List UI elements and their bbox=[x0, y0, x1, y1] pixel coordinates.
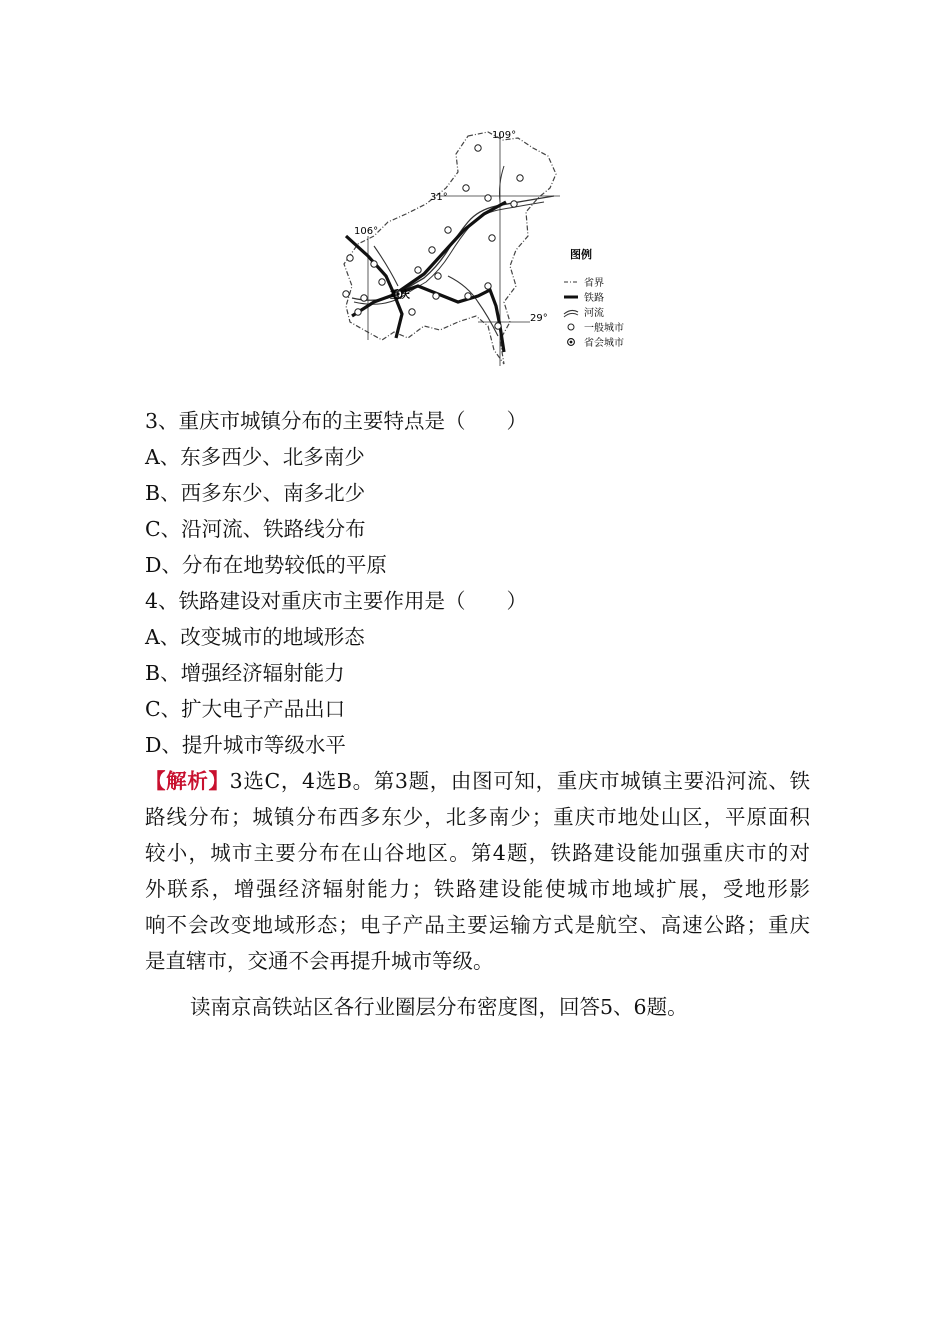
map-svg bbox=[328, 126, 633, 371]
city-marker bbox=[489, 235, 495, 241]
city-marker bbox=[347, 255, 353, 261]
analysis-line-1 bbox=[145, 763, 810, 799]
city-marker bbox=[485, 195, 491, 201]
next-intro: 读南京高铁站区各行业圈层分布密度图，回答5、6题。 bbox=[190, 995, 688, 1019]
city-marker bbox=[485, 283, 491, 289]
analysis-line-1-text: 3选C，4选B。第3题，由图可知，重庆市城镇主要沿河流、铁 bbox=[229, 769, 810, 793]
analysis-line-4: 外联系，增强经济辐射能力；铁路建设能使城市地域扩展，受地形影 bbox=[145, 877, 810, 901]
city-marker bbox=[445, 227, 451, 233]
river-yangtze-b bbox=[354, 202, 544, 304]
city-marker bbox=[475, 145, 481, 151]
city-marker bbox=[465, 293, 471, 299]
analysis-label: 【解析】 bbox=[145, 769, 230, 793]
city-marker bbox=[517, 175, 523, 181]
legend-title: 图例 bbox=[570, 248, 592, 261]
label-29: 29° bbox=[530, 313, 548, 324]
city-marker bbox=[355, 309, 361, 315]
railway-1 bbox=[346, 236, 402, 338]
label-106: 106° bbox=[354, 226, 379, 237]
legend-general-city: 一般城市 bbox=[584, 323, 624, 334]
analysis-line-6: 是直辖市，交通不会再提升城市等级。 bbox=[145, 949, 494, 973]
city-marker bbox=[379, 279, 385, 285]
q3-option-d: D、分布在地势较低的平原 bbox=[145, 553, 387, 577]
analysis-block bbox=[145, 763, 810, 979]
analysis-line-2: 路线分布；城镇分布西多东少，北多南少；重庆市地处山区，平原面积 bbox=[145, 805, 810, 829]
city-marker bbox=[435, 273, 441, 279]
city-marker bbox=[343, 291, 349, 297]
q3-stem: 3、重庆市城镇分布的主要特点是（ ） bbox=[145, 409, 528, 433]
city-marker bbox=[429, 247, 435, 253]
legend-railway: 铁路 bbox=[584, 293, 604, 304]
q4-stem: 4、铁路建设对重庆市主要作用是（ ） bbox=[145, 589, 528, 613]
q4-option-d: D、提升城市等级水平 bbox=[145, 733, 346, 757]
legend-river: 河流 bbox=[584, 308, 604, 319]
q3-option-a: A、东多西少、北多南少 bbox=[145, 445, 365, 469]
chongqing-map-figure bbox=[328, 126, 633, 371]
q4-option-b: B、增强经济辐射能力 bbox=[145, 661, 345, 685]
analysis-line-5: 响不会改变地域形态；电子产品主要运输方式是航空、高速公路；重庆 bbox=[145, 913, 810, 937]
label-109: 109° bbox=[492, 130, 517, 141]
city-marker bbox=[361, 295, 367, 301]
city-marker bbox=[371, 261, 377, 267]
general-cities bbox=[343, 145, 523, 329]
city-marker bbox=[409, 309, 415, 315]
city-marker bbox=[415, 267, 421, 273]
label-chongqing: 重庆 bbox=[390, 290, 410, 301]
q4-option-c: C、扩大电子产品出口 bbox=[145, 697, 346, 721]
railway-2 bbox=[352, 286, 504, 352]
city-marker bbox=[433, 293, 439, 299]
q3-option-c: C、沿河流、铁路线分布 bbox=[145, 517, 366, 541]
label-31: 31° bbox=[430, 192, 448, 203]
analysis-line-3: 较小，城市主要分布在山谷地区。第4题，铁路建设能加强重庆市的对 bbox=[145, 841, 810, 865]
legend-boundary: 省界 bbox=[584, 278, 604, 289]
city-marker bbox=[495, 323, 501, 329]
city-marker bbox=[511, 201, 517, 207]
city-marker bbox=[463, 185, 469, 191]
q3-option-b: B、西多东少、南多北少 bbox=[145, 481, 366, 505]
q4-option-a: A、改变城市的地域形态 bbox=[145, 625, 365, 649]
legend-capital-city: 省会城市 bbox=[584, 338, 624, 349]
